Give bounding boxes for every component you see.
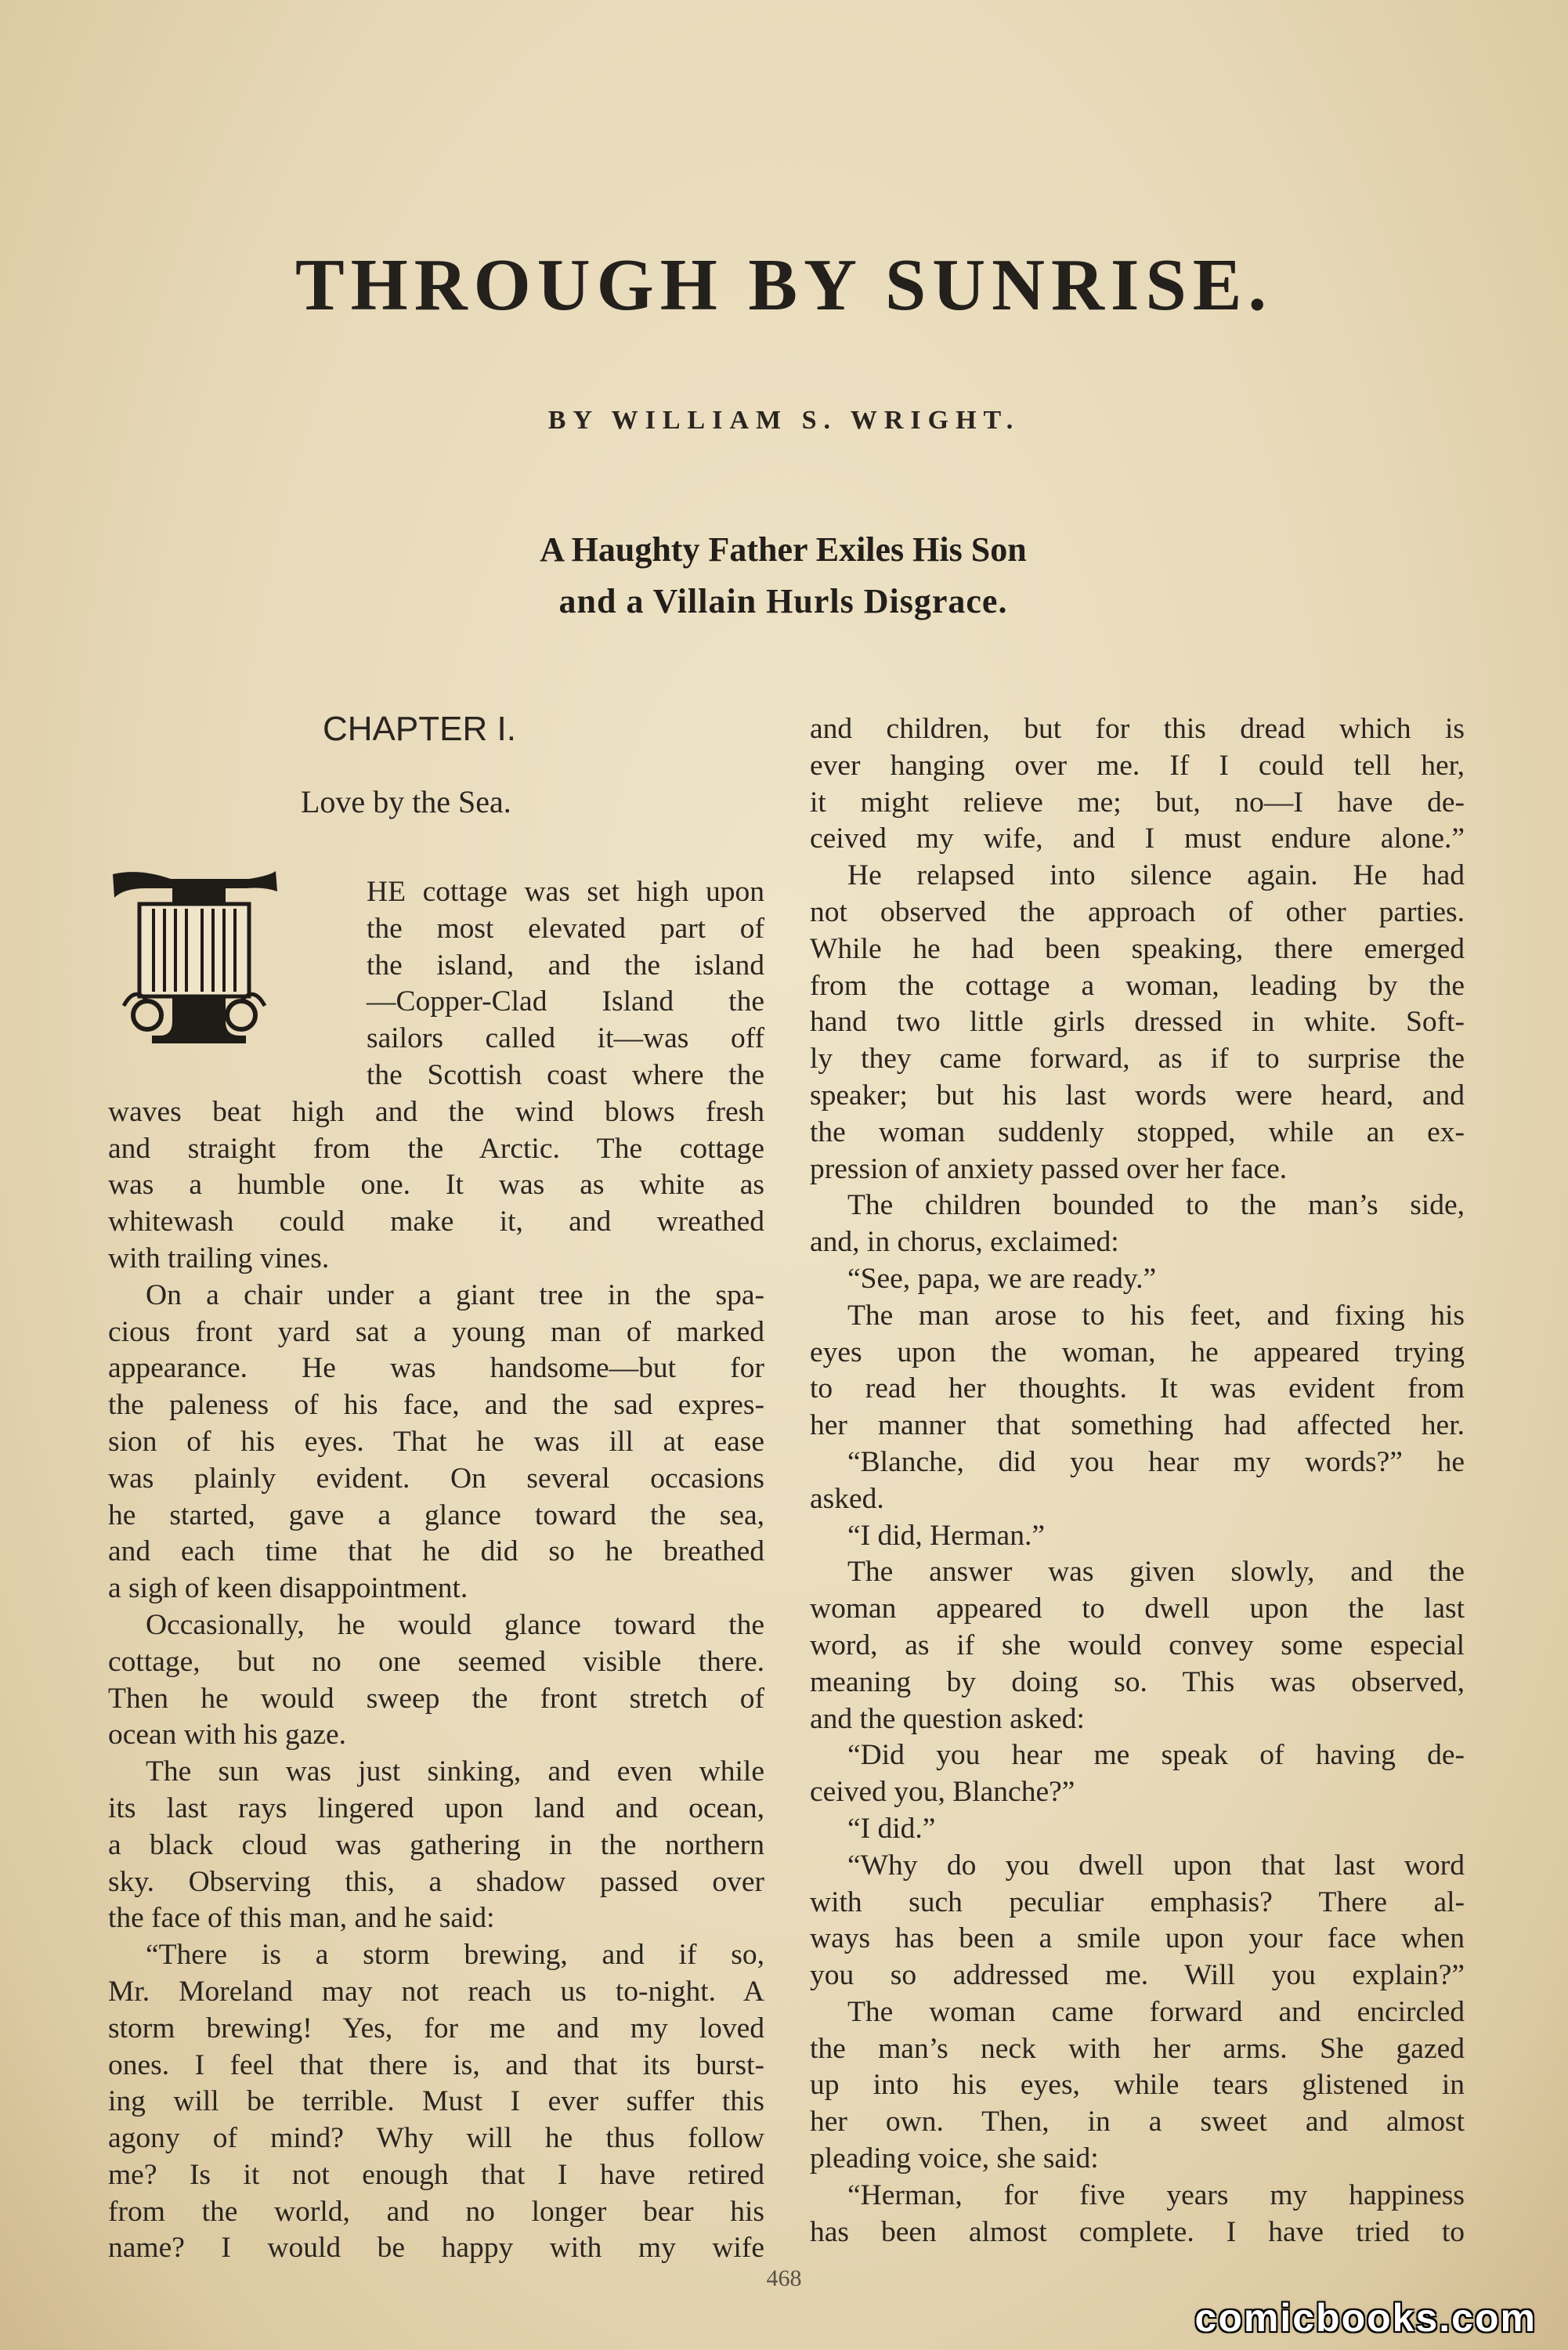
text-line: Occasionally, he would glance toward the — [146, 1608, 764, 1641]
right-column — [810, 711, 1465, 2251]
text-line: cious front yard sat a young man of marked — [108, 1315, 764, 1348]
chapter-heading: CHAPTER I. — [323, 710, 516, 748]
text-line: sion of his eyes. That he was ill at ease — [108, 1425, 764, 1458]
text-line: and straight from the Arctic. The cottage — [108, 1132, 764, 1165]
text-line: was a humble one. It was as white as — [108, 1169, 764, 1202]
text-line: agony of mind? Why will he thus follow — [108, 2122, 764, 2155]
text-line: word, as if she would convey some especial — [810, 1629, 1465, 1661]
text-line: not observed the approach of other parties. — [810, 895, 1465, 928]
text-line: ways has been a smile upon your face when — [810, 1922, 1465, 1955]
text-line: “I did.” — [847, 1812, 936, 1845]
text-line: pression of anxiety passed over her face. — [810, 1152, 1288, 1185]
text-line: name? I would be happy with my wife — [108, 2232, 764, 2265]
text-line: the Scottish coast where the — [367, 1058, 764, 1091]
text-line: and, in chorus, exclaimed: — [810, 1226, 1119, 1259]
text-line: and each time that he did so he breathed — [108, 1535, 764, 1568]
site-watermark: comicbooks.com — [1194, 2296, 1537, 2340]
text-line: The answer was given slowly, and the — [847, 1556, 1465, 1589]
text-line: ocean with his gaze. — [108, 1719, 347, 1752]
text-line: the island, and the island — [367, 949, 764, 982]
text-line: “See, papa, we are ready.” — [847, 1262, 1157, 1295]
text-line: Mr. Moreland may not reach us to-night. A — [108, 1975, 764, 2008]
text-line: He relapsed into silence again. He had — [847, 859, 1465, 892]
text-line: “Blanche, did you hear my words?” he — [847, 1445, 1465, 1478]
text-line: its last rays lingered upon land and ocean, — [108, 1791, 764, 1824]
text-line: “Why do you dwell upon that last word — [847, 1849, 1465, 1882]
chapter-subtitle: Love by the Sea. — [301, 784, 511, 819]
subhead-line-2: and a Villain Hurls Disgrace. — [558, 582, 1008, 620]
text-line: storm brewing! Yes, for me and my loved — [108, 2012, 764, 2044]
subhead-line-1: A Haughty Father Exiles His Son — [540, 530, 1027, 569]
left-column — [108, 874, 764, 2267]
text-line: ones. I feel that there is, and that its burst- — [108, 2048, 764, 2081]
text-line: Then he would sweep the front stretch of — [108, 1682, 764, 1715]
text-line: “There is a storm brewing, and if so, — [146, 1939, 764, 1972]
text-line: ever hanging over me. If I could tell her, — [810, 749, 1465, 782]
text-line: to read her thoughts. It was evident from — [810, 1372, 1465, 1405]
text-line: On a chair under a giant tree in the spa- — [146, 1278, 764, 1311]
text-line: ceived my wife, and I must endure alone.” — [810, 822, 1465, 855]
text-line: —Copper-Clad Island the — [367, 985, 764, 1018]
text-line: While he had been speaking, there emerged — [810, 932, 1465, 965]
text-line: speaker; but his last words were heard, and — [810, 1079, 1465, 1112]
text-line: cottage, but no one seemed visible there. — [108, 1645, 764, 1678]
text-line: appearance. He was handsome—but for — [108, 1352, 764, 1385]
text-line: from the cottage a woman, leading by the — [810, 969, 1465, 1002]
text-line: me? Is it not enough that I have retired — [108, 2158, 764, 2191]
text-line: it might relieve me; but, no—I have de- — [810, 786, 1465, 819]
text-line: ceived you, Blanche?” — [810, 1776, 1075, 1809]
text-line: The woman came forward and encircled — [847, 1995, 1465, 2028]
page-number: 468 — [766, 2265, 802, 2291]
text-line: pleading voice, she said: — [810, 2142, 1099, 2175]
text-line: waves beat high and the wind blows fresh — [108, 1095, 764, 1128]
text-line: woman appeared to dwell upon the last — [810, 1593, 1465, 1625]
text-line: eyes upon the woman, he appeared trying — [810, 1336, 1465, 1368]
text-line: The man arose to his feet, and fixing his — [847, 1299, 1465, 1332]
text-line: HE cottage was set high upon — [367, 876, 764, 908]
text-line: with trailing vines. — [108, 1242, 330, 1274]
text-line: up into his eyes, while tears glistened in — [810, 2069, 1465, 2102]
text-line: from the world, and no longer bear his — [108, 2195, 764, 2228]
text-line: sailors called it—was off — [367, 1022, 764, 1055]
text-line: the man’s neck with her arms. She gazed — [810, 2032, 1465, 2065]
text-line: was plainly evident. On several occasions — [108, 1462, 764, 1495]
story-title: THROUGH BY SUNRISE. — [294, 244, 1273, 326]
author-byline: BY WILLIAM S. WRIGHT. — [547, 406, 1021, 435]
text-line: he started, gave a glance toward the sea, — [108, 1499, 764, 1531]
text-line: meaning by doing so. This was observed, — [810, 1665, 1465, 1698]
text-line: has been almost complete. I have tried to — [810, 2215, 1465, 2248]
text-line: hand two little girls dressed in white. Soft- — [810, 1006, 1465, 1039]
text-line: “Did you hear me speak of having de- — [847, 1739, 1465, 1772]
text-line: “I did, Herman.” — [847, 1519, 1045, 1552]
text-line: asked. — [810, 1482, 884, 1515]
text-line: with such peculiar emphasis? There al- — [810, 1885, 1465, 1918]
text-line: a black cloud was gathering in the northern — [108, 1828, 764, 1861]
text-line: her manner that something had affected her. — [810, 1409, 1465, 1442]
text-line: her own. Then, in a sweet and almost — [810, 2106, 1465, 2138]
text-line: the most elevated part of — [367, 912, 764, 945]
text-line: ing will be terrible. Must I ever suffer this — [108, 2085, 764, 2118]
text-line: and the question asked: — [810, 1702, 1085, 1735]
text-line: the face of this man, and he said: — [108, 1902, 495, 1935]
text-line: “Herman, for five years my happiness — [847, 2178, 1465, 2211]
text-line: sky. Observing this, a shadow passed over — [108, 1865, 764, 1898]
text-line: whitewash could make it, and wreathed — [108, 1206, 764, 1238]
text-line: The sun was just sinking, and even while — [146, 1755, 764, 1788]
text-line: The children bounded to the man’s side, — [847, 1189, 1465, 1222]
text-line: the paleness of his face, and the sad expres- — [108, 1389, 764, 1422]
text-line: you so addressed me. Will you explain?” — [810, 1959, 1465, 1992]
text-line: the woman suddenly stopped, while an ex- — [810, 1115, 1465, 1148]
text-line: and children, but for this dread which is — [810, 713, 1465, 745]
text-line: a sigh of keen disappointment. — [108, 1572, 468, 1605]
text-line: ly they came forward, as if to surprise the — [810, 1043, 1465, 1076]
